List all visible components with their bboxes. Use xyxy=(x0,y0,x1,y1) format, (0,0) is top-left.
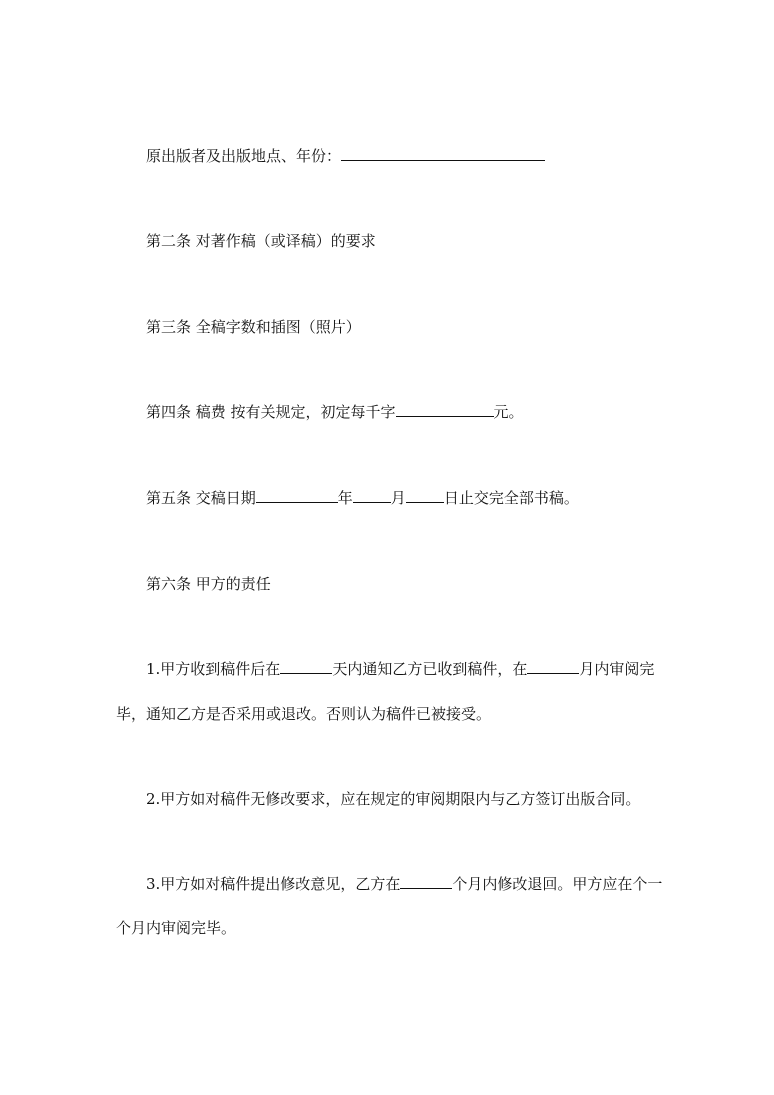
item-1-part-3: 月内审阅完 xyxy=(579,660,655,678)
item-3-line-1 xyxy=(146,874,662,894)
article-2: 第二条 对著作稿（或译稿）的要求 xyxy=(146,232,376,250)
article-4-suffix: 元。 xyxy=(493,403,524,421)
item-1-part-1: 1.甲方收到稿件后在 xyxy=(146,660,281,678)
day-blank xyxy=(406,488,444,503)
article-5-rest: 日止交完全部书稿。 xyxy=(443,489,579,507)
article-5 xyxy=(146,488,579,508)
year-blank xyxy=(256,488,338,503)
item-2: 2.甲方如对稿件无修改要求，应在规定的审阅期限内与乙方签订出版合同。 xyxy=(146,790,641,808)
publisher-blank xyxy=(341,146,545,161)
item-3-part-1: 3.甲方如对稿件提出修改意见，乙方在 xyxy=(146,875,401,893)
month-label: 月 xyxy=(390,489,406,507)
revision-months-blank xyxy=(400,874,452,889)
item-3-line-2: 个月内审阅完毕。 xyxy=(116,919,237,937)
article-3: 第三条 全稿字数和插图（照片） xyxy=(146,318,361,336)
item-3-part-2: 个月内修改退回。甲方应在个一 xyxy=(452,875,663,893)
article-4 xyxy=(146,402,524,422)
months-blank xyxy=(527,659,579,674)
publisher-line xyxy=(146,146,545,166)
month-blank xyxy=(353,488,391,503)
item-1-line-1 xyxy=(146,659,654,679)
item-1-part-2: 天内通知乙方已收到稿件，在 xyxy=(332,660,528,678)
days-blank xyxy=(280,659,332,674)
article-6: 第六条 甲方的责任 xyxy=(146,575,271,593)
publisher-label: 原出版者及出版地点、年份： xyxy=(146,147,342,165)
item-1-line-2: 毕，通知乙方是否采用或退改。否则认为稿件已被接受。 xyxy=(116,705,492,723)
article-5-prefix: 第五条 交稿日期 xyxy=(146,489,256,507)
article-4-text: 第四条 稿费 按有关规定，初定每千字 xyxy=(146,403,396,421)
fee-blank xyxy=(396,402,494,417)
year-label: 年 xyxy=(337,489,353,507)
